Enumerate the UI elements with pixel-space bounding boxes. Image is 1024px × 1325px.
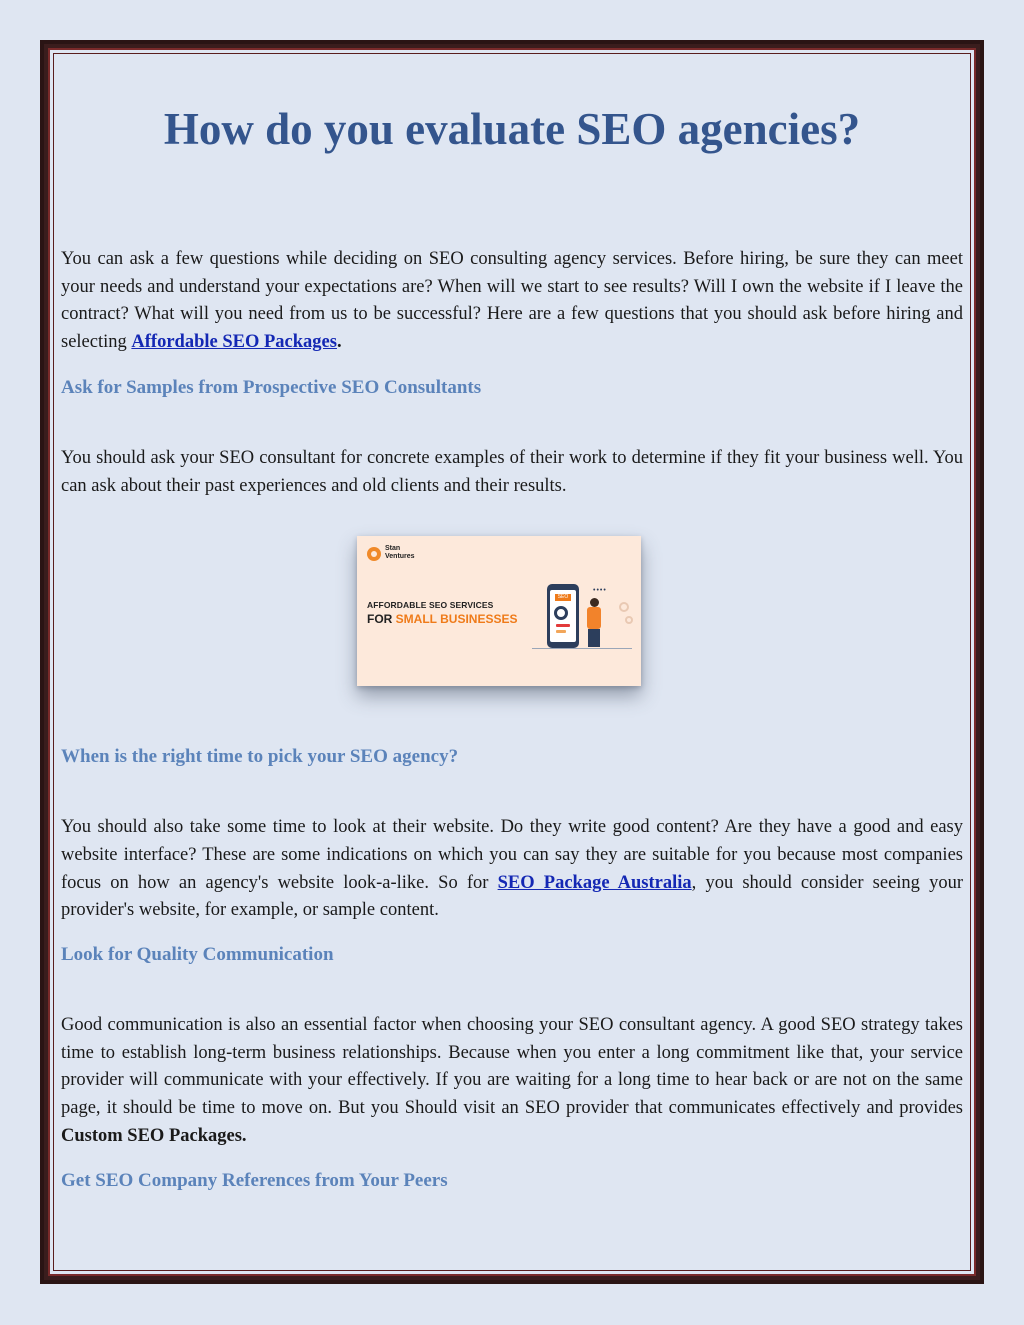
website-paragraph: You should also take some time to look at their website. Do they write good content? Are they have a good and easy website interface? These are some indications on which you can say they are suitable for you because most companies focus on how an agency's website look-a-like. So for SEO Package Australia, you should consider seeing your provider's website, for example, or sample content. bbox=[61, 817, 963, 921]
heading-right-time: When is the right time to pick your SEO agency? bbox=[61, 746, 459, 768]
seo-package-australia-link[interactable]: SEO Package Australia bbox=[497, 872, 692, 893]
gear-small-icon bbox=[625, 616, 633, 624]
communication-paragraph: Good communication is also an essential factor when choosing your SEO consultant agency. A good SEO strategy takes time to establish long-term business relationships. Because when you enter a long commitment like that, your service provider will communicate with your effectively. If you are waiting for a long time to hear back or are not on the same page, it should be time to move on. But you Should visit an SEO provider that communicates effectively and provides Custom SEO Packages. bbox=[61, 1015, 963, 1146]
magnifier-icon bbox=[554, 606, 568, 620]
ground-line bbox=[532, 648, 632, 649]
custom-seo-packages-text: Custom SEO Packages. bbox=[61, 1125, 247, 1146]
gear-icon bbox=[619, 602, 629, 612]
figure-container bbox=[61, 536, 963, 686]
stan-ventures-logo-icon bbox=[367, 547, 381, 561]
page-title: How do you evaluate SEO agencies? bbox=[163, 104, 861, 154]
document-content bbox=[61, 100, 963, 1194]
banner-headline-line1: AFFORDABLE SEO SERVICES bbox=[367, 600, 494, 611]
heading-quality-communication: Look for Quality Communication bbox=[61, 944, 334, 966]
heading-ask-for-samples: Ask for Samples from Prospective SEO Consultants bbox=[61, 376, 482, 398]
intro-period: . bbox=[336, 332, 342, 353]
seo-tag: SEO bbox=[555, 594, 571, 601]
intro-text: You can ask a few questions while deciding on SEO consulting agency services. Before hiring, be sure they can meet your needs and understand your expectations are? When will we start to see results? Will I own the website if I leave the contract? What will you need from us to be successful? Here are a few questions that you should ask before hiring and selecting bbox=[61, 249, 963, 353]
phone-illustration-icon bbox=[547, 584, 579, 648]
affordable-seo-banner-image bbox=[357, 536, 641, 686]
stan-ventures-logo-text: Stan Ventures bbox=[385, 545, 415, 561]
intro-paragraph bbox=[61, 246, 963, 357]
person-illustration-icon bbox=[590, 598, 599, 607]
heading-company-references: Get SEO Company References from Your Peers bbox=[61, 1169, 448, 1191]
affordable-seo-packages-link[interactable]: Affordable SEO Packages bbox=[131, 332, 337, 353]
dots-decoration: •••• bbox=[593, 587, 607, 595]
banner-headline-line2: FOR SMALL BUSINESSES bbox=[367, 612, 518, 627]
samples-paragraph: You should ask your SEO consultant for concrete examples of their work to determine if they fit your business well. You can ask about their past experiences and old clients and their results. bbox=[61, 447, 963, 496]
